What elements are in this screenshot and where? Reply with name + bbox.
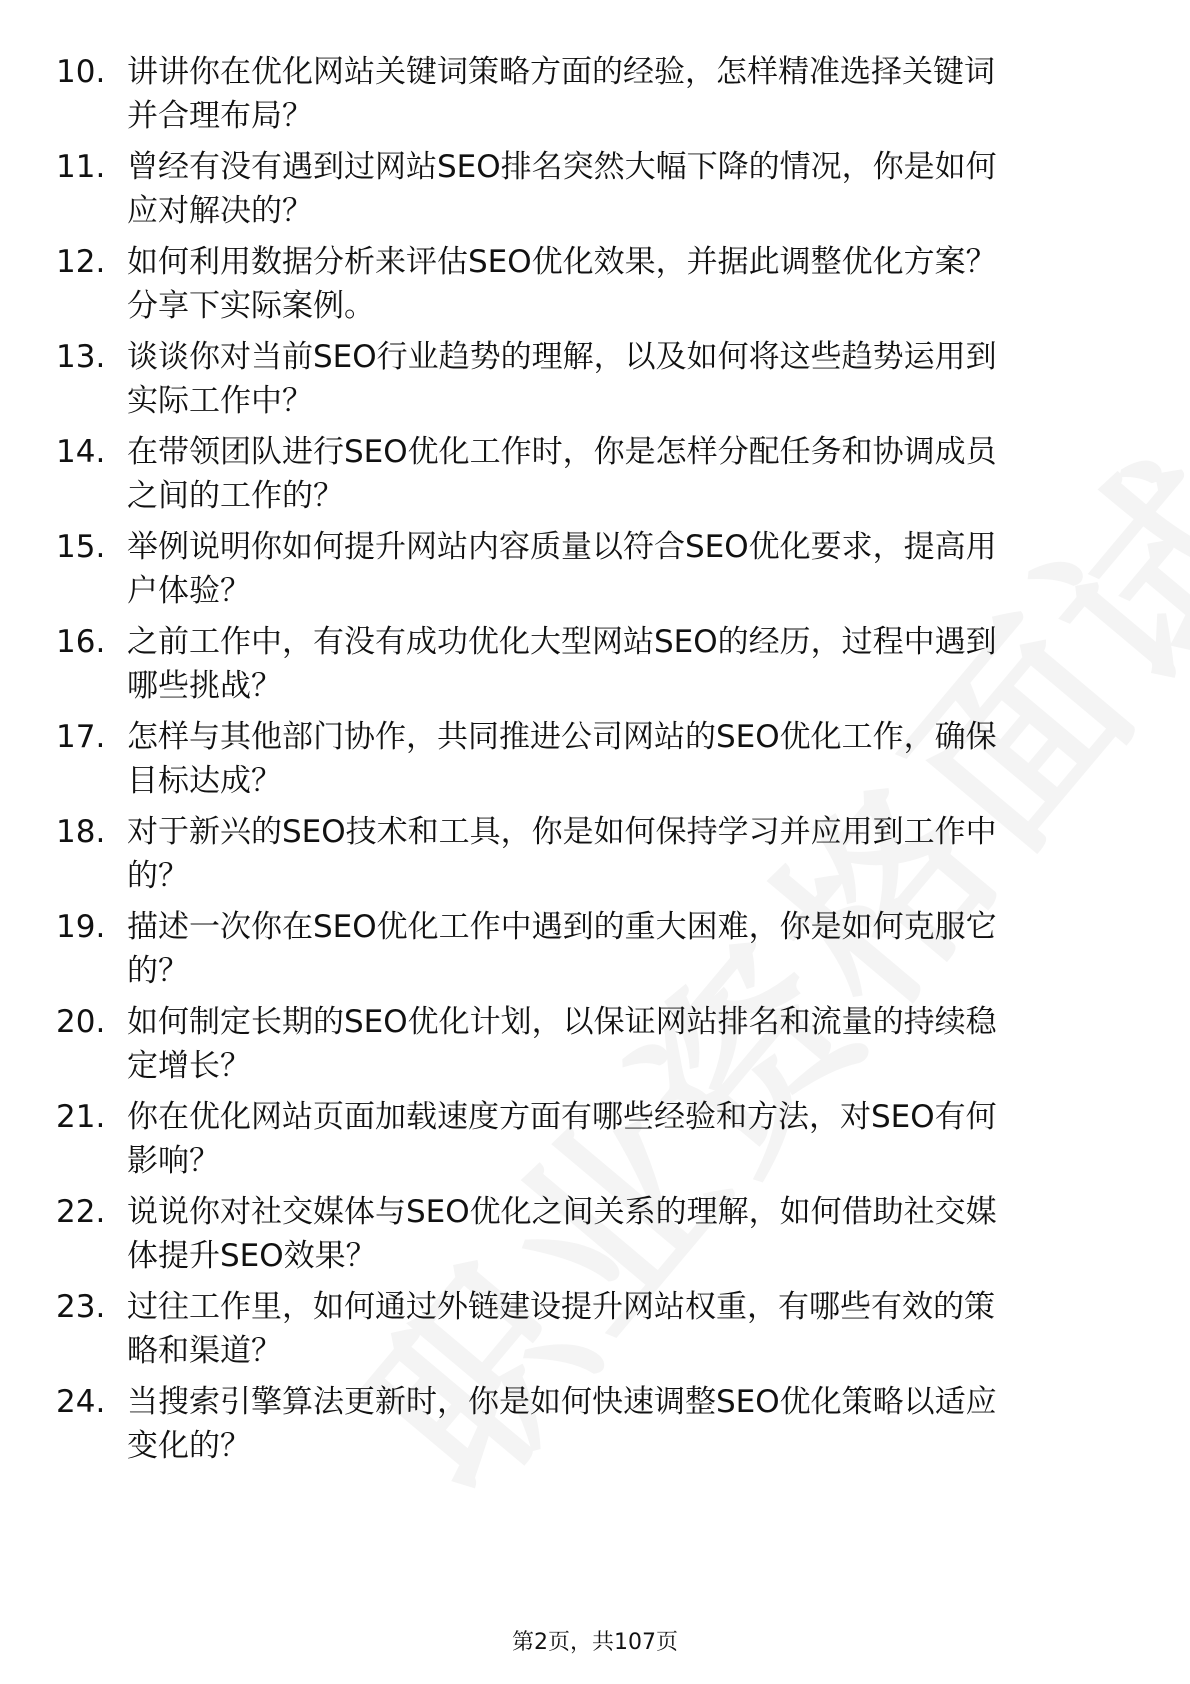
question-number: 11. — [56, 149, 106, 185]
question-text: 如何制定长期的SEO优化计划，以保证网站排名和流量的持续稳 定增长？ — [127, 1004, 997, 1084]
question-text: 如何利用数据分析来评估SEO优化效果，并据此调整优化方案？ 分享下实际案例。 — [127, 244, 997, 324]
question-number: 21. — [56, 1099, 106, 1135]
question-number: 23. — [56, 1289, 106, 1325]
question-number: 15. — [56, 529, 106, 565]
question-item — [0, 525, 1190, 625]
question-number: 20. — [56, 1004, 106, 1040]
question-text: 过往工作里，如何通过外链建设提升网站权重，有哪些有效的策 略和渠道？ — [127, 1289, 995, 1369]
question-number: 12. — [56, 244, 106, 280]
question-text: 在带领团队进行SEO优化工作时，你是怎样分配任务和协调成员 之间的工作的？ — [127, 434, 997, 514]
question-text: 怎样与其他部门协作，共同推进公司网站的SEO优化工作，确保 目标达成？ — [127, 719, 997, 799]
question-item — [0, 1380, 1190, 1480]
question-text: 当搜索引擎算法更新时，你是如何快速调整SEO优化策略以适应 变化的？ — [127, 1384, 997, 1464]
question-item — [0, 1190, 1190, 1290]
question-number: 17. — [56, 719, 106, 755]
question-number: 18. — [56, 814, 106, 850]
question-item — [0, 335, 1190, 435]
question-item — [0, 1095, 1190, 1195]
question-item — [0, 810, 1190, 910]
question-item — [0, 1285, 1190, 1385]
question-text: 讲讲你在优化网站关键词策略方面的经验，怎样精准选择关键词 并合理布局？ — [127, 54, 995, 134]
question-item — [0, 1000, 1190, 1100]
question-item — [0, 620, 1190, 720]
question-text: 你在优化网站页面加载速度方面有哪些经验和方法，对SEO有何 影响？ — [127, 1099, 997, 1179]
question-item — [0, 905, 1190, 1005]
question-text: 说说你对社交媒体与SEO优化之间关系的理解，如何借助社交媒 体提升SEO效果？ — [127, 1194, 997, 1274]
question-number: 16. — [56, 624, 106, 660]
question-text: 描述一次你在SEO优化工作中遇到的重大困难，你是如何克服它 的？ — [127, 909, 997, 989]
question-number: 19. — [56, 909, 106, 945]
question-text: 对于新兴的SEO技术和工具，你是如何保持学习并应用到工作中 的？ — [127, 814, 997, 894]
question-number: 10. — [56, 54, 106, 90]
question-text: 举例说明你如何提升网站内容质量以符合SEO优化要求，提高用 户体验？ — [127, 529, 997, 609]
question-item — [0, 430, 1190, 530]
question-number: 22. — [56, 1194, 106, 1230]
question-item — [0, 715, 1190, 815]
question-text: 谈谈你对当前SEO行业趋势的理解，以及如何将这些趋势运用到 实际工作中？ — [127, 339, 997, 419]
question-item — [0, 240, 1190, 340]
question-number: 14. — [56, 434, 106, 470]
question-number: 24. — [56, 1384, 106, 1420]
question-number: 13. — [56, 339, 106, 375]
question-text: 之前工作中，有没有成功优化大型网站SEO的经历，过程中遇到 哪些挑战？ — [127, 624, 997, 704]
page-footer — [0, 1628, 1190, 1658]
question-text: 曾经有没有遇到过网站SEO排名突然大幅下降的情况，你是如何 应对解决的？ — [127, 149, 997, 229]
question-item — [0, 145, 1190, 245]
question-item — [0, 50, 1190, 150]
page-number-label: 第2页，共107页 — [512, 1630, 678, 1655]
